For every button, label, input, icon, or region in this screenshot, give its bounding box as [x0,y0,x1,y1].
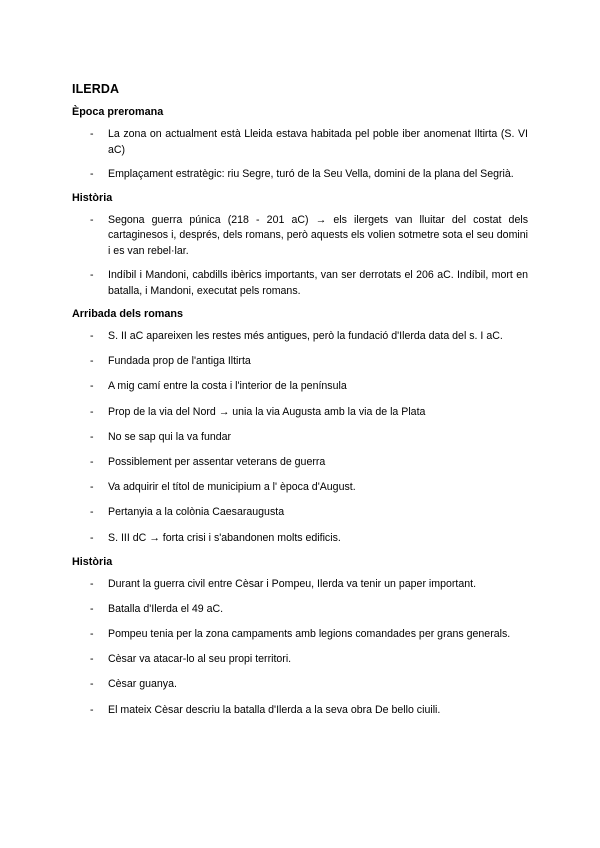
bullet-dash: - [90,430,94,443]
list-item-text: Pertanyia a la colònia Caesaraugusta [108,506,285,519]
bullet-dash: - [90,455,94,468]
bullet-dash: - [90,380,94,393]
list-item-text: La zona on actualment està Lleida estava habitada pel poble iber anomenat Iltirta (S. VI aC) [108,128,528,156]
section-heading-epoca-preromana: Època preromana [72,106,164,118]
list-item-text: Va adquirir el títol de municipium a l' època d'August. [108,481,356,494]
bullet-list-historia-1 [72,213,528,300]
bullet-dash: - [90,128,94,140]
bullet-dash: - [90,481,94,494]
list-item [72,354,528,370]
list-item [72,329,528,345]
list-item [72,602,528,618]
list-item [72,677,528,693]
list-item [72,213,528,260]
list-item-text: Emplaçament estratègic: riu Segre, turó de la Seu Vella, domini de la plana del Segrià. [108,168,514,180]
list-item [72,577,528,593]
section-heading-historia-2: Història [72,555,113,568]
list-item-text: Indíbil i Mandoni, cabdills ibèrics importants, van ser derrotats el 206 aC. Indíbil, mort en batalla, i Mandoni, executat pels romans. [108,269,528,297]
list-item [72,505,528,521]
list-item [72,430,528,446]
bullet-dash: - [90,405,94,418]
list-item [72,405,528,421]
list-item [72,652,528,668]
list-item [72,480,528,496]
list-item-text: Prop de la via del Nord → unia la via Augusta amb la via de la Plata [108,405,426,418]
list-item-text: S. II aC apareixen les restes més antigues, però la fundació d'Ilerda data del s. I aC. [108,330,503,342]
list-item [72,268,528,299]
bullet-dash: - [90,330,94,342]
list-item-text: El mateix Cèsar descriu la batalla d'Ilerda a la seva obra De bello ciuili. [108,703,441,716]
list-item-text: Segona guerra púnica (218 - 201 aC) → els ilergets van lluitar del costat dels cartaginesos i, després, dels romans, però aquests els volien sotmetre sota el seu domini i es van rebel·lar. [108,213,528,257]
list-item-text: Batalla d'Ilerda el 49 aC. [108,602,224,615]
list-item-text: Cèsar guanya. [108,678,177,691]
bullet-dash: - [90,168,94,180]
section-heading-arribada-dels-romans: Arribada dels romans [72,308,184,320]
list-item-text: Fundada prop de l'antiga Iltirta [108,355,251,368]
list-item-text: A mig camí entre la costa i l'interior de la península [108,380,347,393]
bullet-dash: - [90,506,94,519]
list-item [72,531,528,547]
list-item-text: Durant la guerra civil entre Cèsar i Pompeu, Ilerda va tenir un paper important. [108,577,477,590]
bullet-list-arribada-dels-romans [72,329,528,546]
bullet-dash: - [90,602,94,615]
list-item [72,379,528,395]
list-item [72,455,528,471]
bullet-dash: - [90,213,94,226]
list-item [72,703,528,719]
bullet-dash: - [90,653,94,666]
list-item-text: Pompeu tenia per la zona campaments amb legions comandades per grans generals. [108,628,511,641]
list-item-text: Cèsar va atacar-lo al seu propi territori. [108,653,292,666]
document-title: ILERDA [72,82,120,96]
bullet-list-epoca-preromana [72,127,528,183]
bullet-dash: - [90,628,94,641]
list-item-text: S. III dC → forta crisi i s'abandonen molts edificis. [108,531,341,544]
bullet-dash: - [90,678,94,691]
bullet-list-historia-2 [72,577,528,718]
bullet-dash: - [90,269,94,281]
list-item-text: Possiblement per assentar veterans de guerra [108,455,326,468]
bullet-dash: - [90,531,94,544]
list-item [72,167,528,183]
list-item [72,627,528,643]
bullet-dash: - [90,703,94,716]
bullet-dash: - [90,577,94,590]
section-heading-historia-1: Història [72,191,113,204]
bullet-dash: - [90,355,94,368]
list-item-text: No se sap qui la va fundar [108,430,232,443]
list-item [72,127,528,158]
